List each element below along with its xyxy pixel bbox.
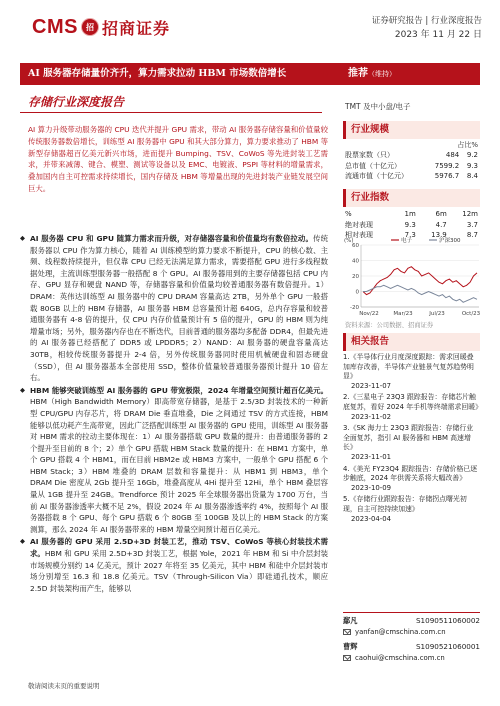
analyst-card [343,642,480,662]
report-title: AI 服务器存储量价齐升，算力需求拉动 HBM 市场数倍增长 [20,63,343,85]
summary-paragraph: AI 算力升级带动服务器的 CPU 迭代并提升 GPU 需求，带动 AI 服务器存储容量和价值量较传统服务器数倍增长，训练型 AI 服务器中 GPU 和其大部分算力，算力要求推动了 HBM 等新型存储器超百亿美元新兴市场，进而提升 Bumping、TSV、CoWoS 等先进封装工艺需求，并带来减薄、键合、模塑、测试等设备以及 EMC、电镀液、PSPI 等材料的增量需求，叠加国内自主可控需求持续增长，国内存储及 HBM 等增量出现的先进封装产业链发展空间巨大。 [28,125,328,193]
section-head-scale: 行业规模 [343,121,480,139]
scale-row [343,150,480,161]
related-report-item[interactable] [343,353,480,391]
related-report-date: 2023-10-09 [351,483,392,492]
scale-unit-label: 占比% [457,141,478,149]
y-tick-label: 0 [355,289,359,296]
body-point-1 [20,233,328,384]
related-report-title: 1.《半导体行业月度深度跟踪：需求回暖叠加库存改善，半导体产业链景气复苏趋势明显》 [343,353,474,381]
rating-badge [342,63,480,85]
related-report-title: 5.《存储行业跟踪报告：存储拐点曙光初现，自主可控持续加速》 [343,495,467,513]
legend-label: 电子 [401,238,413,244]
related-report-date: 2023-04-04 [351,514,392,523]
doc-type: 证券研究报告 | 行业深度报告 [371,16,482,26]
body-point-3-text: HBM 和 GPU 采用 2.5D+3D 封装工艺，根据 Yole，2021 年 HBM 和 Si 中介层封装市场规模分别约 14 亿美元，预计 2027 年将至 35 亿美元，其中 HBM 和硅中介层封装市场分别增至 16.3 和 18.8 亿美元。TSV（Through-Silicon Via）即硅通孔技术，顺应 2.5D 封装架构而产生，能够以 [30,549,328,593]
logo-chinese-name: 招商证券 [101,18,170,38]
index-value: 9.3 [404,220,416,229]
report-subtitle: 存储行业深度报告 [28,95,125,109]
chart-source: 资料来源：公司数据、招商证券 [345,322,434,329]
logo-latin: CMS [32,15,78,38]
email-icon [343,629,351,635]
analyst-name: 鄢凡 [343,616,358,625]
index-value: 4.7 [435,220,447,229]
scale-row-pct: 9.3 [466,161,478,170]
index-row [343,220,480,231]
analyst-card [343,616,480,636]
analyst-name: 曹辉 [343,642,358,651]
x-tick-label: Nov/22 [359,311,379,317]
scale-row-value: 5976.7 [434,172,460,181]
footer-note: 敬请阅读末页的重要说明 [28,682,100,690]
body-point-3 [20,536,328,594]
related-report-item[interactable] [343,393,483,422]
related-report-title: 4.《美光 FY23Q4 跟踪报告：存储价格已逐步触底，2024 年供需关系将大幅改善》 [343,464,478,483]
index-value: 7.3 [404,231,416,240]
analyst-email[interactable]: caohui@cmschina.com.cn [355,654,445,662]
related-report-title: 3.《SK 海力士 23Q3 跟踪报告：存储行业全面复苏，指引 AI 服务器和 HBM 高速增长》 [343,424,474,452]
index-row-label: 绝对表现 [345,220,373,229]
scale-row [343,171,480,182]
scale-row-label: 总市值（十亿元） [345,161,401,170]
index-col-12m: 12m [462,210,478,219]
logo-badge-icon: 招 [81,18,99,36]
y-tick-label: 20 [352,274,359,280]
body-point-2 [20,385,328,536]
analyst-email[interactable]: yanfan@cmschina.com.cn [355,628,446,636]
cms-logo [32,14,170,40]
related-report-item[interactable] [343,465,480,494]
index-header-row [343,209,480,220]
section-head-index: 行业指数 [343,189,480,207]
scale-row-label: 股票家数（只） [345,151,394,160]
index-row-label: 相对表现 [345,231,373,240]
body-point-2-lead: HBM 能够突破训练型 AI 服务器的 GPU 带宽极限，2024 年增量空间预计超百亿美元。 [30,385,328,395]
scale-row-value: 484 [445,151,460,160]
x-tick-label: Oct/23 [461,311,481,317]
scale-row-pct: 9.2 [466,151,478,160]
series-line-csi300 [363,285,477,302]
section-head-reports: 相关报告 [343,333,480,351]
index-value: 8.7 [466,231,478,240]
body-text [20,233,328,595]
index-col-6m: 6m [435,210,447,219]
index-col-1m: 1m [404,210,416,219]
body-point-1-lead: AI 服务器 CPU 和 GPU 随算力需求而升级，对存储器容量和价值量均有数倍拉动。 [30,234,314,243]
index-performance-chart [343,235,483,320]
legend-label: 沪深300 [439,238,461,244]
y-tick-label: 40 [352,258,359,265]
body-point-3-lead: AI 服务器的 GPU 采用 2.5D+3D 封装工艺，推动 TSV、CoWoS 等核心封装技术需求。 [30,537,328,559]
related-report-date: 2023-11-01 [351,452,392,461]
scale-row-pct: 8.4 [466,172,478,181]
scale-table [343,150,480,182]
index-value: 3.7 [466,220,478,229]
related-report-item[interactable] [343,424,480,462]
rating-label: 推荐 [348,68,368,79]
scale-row-label: 流通市值（十亿元） [345,172,408,181]
rating-qualifier: （维持） [368,70,396,78]
index-value: 13.9 [431,231,447,240]
y-tick-label: -20 [350,305,359,311]
related-report-item[interactable] [343,495,480,524]
scale-row [343,161,480,172]
y-tick-label: 60 [352,243,359,249]
index-col-unit: % [345,210,352,219]
body-point-2-text: HBM（High Bandwidth Memory）即高带宽存储器，是基于 2.5/3D 封装技术的一种新型 CPU/GPU 内存芯片，将 DRAM Die 垂直堆叠，Die 之间通过 TSV 的方式连接，HBM 能够以低功耗产生高带宽，因此广泛搭配训练型 AI 服务器的 GPU 使用，训练型 AI 服务器对 HBM 需求的拉动主要体现在：1）AI 服务器搭载 GPU 数量的提升：由普通服务器的 2 个提升至目前的 8 个；2）单个 GPU 搭载 HBM Stack 数量的提升：在 HBM1 方案中，单个 GPU 搭载 4 个 HBM1，而在目前 HBM2e 或 HBM3 方案中，一般单个 GPU 搭配 6 个 HBM Stack；3）HBM 堆叠的 DRAM 层数和容量提升：从 HBM1 到 HBM3，单个 DRAM Die 密度从 2Gb 提升至 16Gb，堆叠高度从 4Hi 提升至 12Hi，单个 HBM 叠层容量从 1GB 提升至 24GB。Trendforce 预计 2025 年全球服务器出货量为 1700 万台，当前 AI 服务器渗透率大概不足 2%，假设 2024 年 AI 服务器渗透率约 4%，按照每个 AI 服务器搭载 8 个 GPU、每个 GPU 搭载 6 个 80GB 至 100GB 及以上的 HBM Stack 的方案测算，那么 2024 年 AI 服务器带来的 HBM 增量空间预计超百亿美元。 [30,397,328,534]
report-header [0,0,500,52]
sector-label: TMT 及中小盘/电子 [345,102,411,111]
related-report-date: 2023-11-07 [351,381,392,390]
analyst-id: S1090511060002 [415,616,480,625]
email-icon [343,655,351,661]
analyst-divider [343,612,480,613]
related-reports-list [343,353,483,526]
header-meta [372,14,482,42]
x-tick-label: Jul/23 [429,311,445,317]
body-point-1-text: 传统服务器以 CPU 作为算力核心，随着 AI 训练模型的算力要求不断提升，CPU 的核心数、主频、线程数持续提升，但仅靠 CPU 已经无法满足算力需求，需要搭配 GPU 进行多线程数据处理，主流训练型服务器一般搭配 8 个 GPU。AI 服务器用到的主要存储器包括 CPU 内存、GPU 显存和硬盘 NAND 等，存储器容量和价值量均较普通服务器有数倍提升。1）DRAM：英伟达训练型 AI 服务器中的 CPU DRAM 容量高达 2TB，另外单个 GPU 一般搭载 80GB 以上的 HBM 存储器，AI 服务器 HBM 总容量预计超 640G，总内存容量和较普通服务器有 4-8 倍的提升，仅 CPU 内存价值量预计有 5 倍的提升，GPU 的 HBM 则为纯增量市场；另外，服务器内存也在不断迭代，目前普通的服务器均多配备 DDR4，但最先进的 AI 服务器已经搭配了 DDR5 或 LPDDR5；2）NAND：AI 服务器的硬盘容量高达 30TB，相较传统服务器提升 2-4 倍，另外传统服务器同时使用机械硬盘和固态硬盘（SSD），但 AI 服务器基本全部使用 SSD，整体价值量较普通服务器预计提升 10 倍左右。 [30,234,328,383]
y-unit-label: (%) [344,238,354,244]
related-report-date: 2023-11-02 [351,412,392,421]
report-date: 2023 年 11 月 22 日 [394,30,482,40]
scale-row-value: 7599.2 [434,161,460,170]
series-line-electronics [363,267,477,295]
related-report-title: 2.《三星电子 23Q3 跟踪报告：存储芯片触底复苏，看好 2024 年手机等终端需求回暖》 [343,393,483,411]
x-tick-label: Mar/23 [393,311,413,317]
analyst-id: S1090521060001 [415,642,480,651]
subtitle-divider [20,112,322,113]
